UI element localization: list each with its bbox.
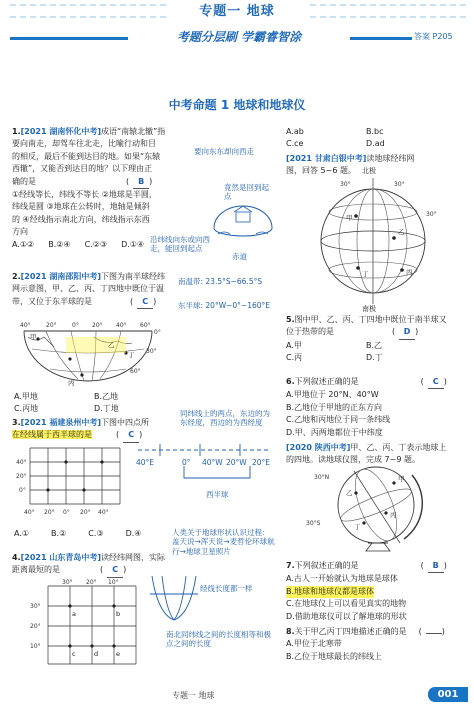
- question-5-text-0: 图中甲、乙、丙、丁四地中既位于南半球又: [294, 315, 447, 324]
- question-7-group: [286, 442, 466, 467]
- question-6-choice-c[interactable]: C.乙地和丙地位于同一条纬线: [286, 415, 391, 425]
- question-7-answer[interactable]: B: [428, 560, 444, 573]
- question-3-grid: [14, 442, 126, 522]
- question-4-choice-c[interactable]: C.ce: [286, 139, 304, 149]
- question-1-line-4: 确的是 ( B ): [12, 176, 238, 189]
- question-5-lon-w: 30°: [340, 181, 351, 188]
- footer-text: 专题一 地球: [172, 691, 215, 700]
- question-4-lon-2: 10°: [108, 579, 119, 586]
- question-4-lat-0: 30°: [30, 603, 41, 610]
- question-7-group-line-0: [286, 442, 466, 454]
- question-5-globe: [298, 176, 448, 306]
- header-top-band: [0, 0, 474, 24]
- question-3-note-2: 西半球: [206, 490, 229, 499]
- banner-left-line: [10, 37, 128, 40]
- question-1-line-1: 要向南走，却驾车往北走，比喻行动和目: [12, 139, 156, 149]
- question-2-choice-d[interactable]: D.丁地: [94, 404, 119, 414]
- question-5-point-ding: 丁: [362, 270, 369, 278]
- question-7: [286, 560, 466, 623]
- question-4-text-1: 距离最短的是: [12, 565, 60, 575]
- question-7-line-0: 7.下列叙述正确的是 ( B ): [286, 560, 466, 573]
- question-2-choice-c[interactable]: C.丙地: [14, 404, 39, 414]
- question-2-map: [16, 317, 168, 387]
- question-1: [12, 126, 238, 251]
- question-7-point-bing: 丙: [390, 511, 397, 519]
- question-5-text-1: 位于热带的是: [286, 327, 334, 337]
- question-4-line-0: [12, 552, 188, 564]
- question-3-text-0: 下图中四点所: [100, 418, 149, 427]
- question-5: [286, 314, 466, 365]
- question-2-lon-2: 0°: [72, 322, 79, 329]
- question-3-choice-b[interactable]: B.②: [51, 529, 67, 538]
- question-8-line-2: B.乙位于地球最长的纬线上: [286, 651, 383, 661]
- banner-right-line: [350, 37, 412, 40]
- question-2-lat-1: 30°: [146, 348, 157, 355]
- question-2-lon-3: 20°: [92, 322, 103, 329]
- question-3-lon-4: 40°: [98, 509, 109, 516]
- question-2-line-1: 网示意图，甲、乙、丙、丁四地中既位于温: [12, 284, 164, 294]
- question-5-group-line-1: 图，回答 5~6 题。: [286, 166, 356, 176]
- header-left-dashes: [10, 4, 166, 18]
- question-3-note-1: 同纬线上的两点，东边的为东经度，西边的为西经度: [180, 409, 270, 428]
- question-8-number: 8.: [286, 627, 295, 636]
- question-7-number: 7.: [286, 561, 295, 570]
- question-4-line-1: 距离最短的是 ( C ): [12, 564, 188, 577]
- question-5-point-yi: 乙: [398, 228, 405, 236]
- question-3-tag: [2021 福建泉州中考]: [20, 418, 101, 427]
- question-7-group-text-0: 甲、乙、丙、丁表示地球上: [350, 443, 447, 452]
- question-4-point-d: d: [94, 650, 99, 658]
- question-3-axis-label-3: 20°W: [226, 458, 247, 467]
- question-8-line-0: 8.关于甲乙丙丁四地描述正确的是 ( ): [286, 627, 445, 636]
- question-5-group-line-0: [286, 153, 466, 165]
- question-3-choice-d[interactable]: D.④: [125, 529, 142, 538]
- question-4-point-b: b: [116, 610, 121, 618]
- header-right-dashes: [310, 4, 466, 18]
- question-7-choice-d[interactable]: D.借助地球仪可以了解地球的形状: [286, 611, 407, 621]
- footer-page-number: 001: [428, 687, 468, 702]
- question-3-choices: [14, 528, 141, 540]
- question-2-lon-1: 20°: [46, 322, 57, 329]
- question-6-choice-d[interactable]: D.甲、丙两地都位于中纬度: [286, 427, 383, 437]
- question-2-choices: [14, 391, 174, 416]
- question-4-grid: [28, 578, 140, 668]
- question-1-choice-c[interactable]: C.②③: [84, 239, 108, 249]
- question-4-lat-2: 10°: [30, 643, 41, 650]
- question-5-choice-d[interactable]: D.丁: [366, 353, 383, 363]
- question-3-lon-1: 20°: [44, 509, 55, 516]
- question-1-option-1: 纬线是圆 ③地球在公转时，地轴是倾斜: [12, 202, 150, 212]
- question-2-note-2: 东半球: 20°W~0°~160°E: [178, 301, 271, 310]
- question-7-point-yi: 乙: [346, 489, 353, 497]
- question-7-globe: [304, 465, 454, 557]
- question-8-answer[interactable]: [426, 633, 442, 634]
- topic-title: 专题一 地球: [199, 4, 275, 19]
- question-5-lat30: 30°: [426, 211, 437, 218]
- question-1-choice-a[interactable]: A.①②: [12, 239, 35, 249]
- question-2-lon-5: 60°: [140, 322, 151, 329]
- question-1-tag: [2021 湖南怀化中考]: [20, 127, 101, 136]
- question-2-line-2: 带，又位于东半球的是 ( C ): [12, 296, 244, 309]
- question-2-point-jia: 甲: [30, 333, 37, 341]
- question-4-sketch: [146, 570, 202, 626]
- question-3-axis-label-1: 0°: [182, 458, 191, 467]
- question-5-choice-b[interactable]: B.乙: [366, 340, 383, 350]
- question-8-text: 关于甲乙丙丁四地描述正确的是: [294, 627, 407, 636]
- question-4-point-a: a: [72, 610, 76, 618]
- question-5-choice-a[interactable]: A.甲: [286, 340, 302, 350]
- question-7-point-ding: 丁: [354, 523, 361, 531]
- section-title: 中考命题 1 地球和地球仪: [168, 98, 306, 112]
- question-1-line-3: 西辙”，又能否到达目的地？以下理由正: [12, 164, 153, 174]
- question-7-choice-b[interactable]: B.地球和地球仪都是球体: [286, 586, 374, 598]
- question-1-choice-b[interactable]: B.②④: [48, 239, 71, 249]
- question-1-number: 1.: [12, 127, 21, 136]
- question-6: [286, 376, 466, 439]
- question-2-lat-2: 60°: [130, 368, 141, 375]
- question-6-choice-b[interactable]: B.乙地位于甲地的正东方向: [286, 402, 383, 412]
- question-1-note-2: 竟然是回到起点: [224, 183, 269, 202]
- question-5-group: [286, 153, 466, 178]
- question-3-number: 3.: [12, 418, 21, 427]
- question-3-lon-2: 0°: [63, 509, 70, 516]
- question-4-tag: [2021 山东青岛中考]: [20, 553, 101, 562]
- question-7-point-jia: 甲: [398, 475, 405, 483]
- question-5-globe-north-label: 北极: [362, 167, 376, 175]
- middle-note: 人类关于地球形状认识过程：盖天说→浑天说→麦哲伦环球航行→地球卫星照片: [172, 528, 275, 556]
- question-8: [286, 626, 466, 663]
- question-3-text-1: 在经线属于西半球的是: [12, 430, 92, 440]
- question-1-text-0: 成语“南辕北辙”指: [100, 127, 166, 136]
- question-3-axis-label-2: 40°W: [202, 458, 223, 467]
- question-4-point-e: e: [116, 650, 120, 658]
- question-4-lon-0: 30°: [62, 579, 73, 586]
- question-2-answer[interactable]: C: [137, 296, 153, 309]
- question-6-text: 下列叙述正确的是: [294, 377, 359, 386]
- question-6-choice-a[interactable]: A.甲地位于 20°N、40°W: [286, 390, 379, 400]
- question-1-note-4: 赤道: [232, 252, 247, 261]
- question-4-choice-b[interactable]: B.bc: [366, 127, 384, 136]
- question-1-globe-sketch: [210, 198, 276, 258]
- question-5-globe-south-label: 南极: [362, 305, 376, 313]
- question-3-axis-label-4: 20°E: [252, 458, 271, 467]
- question-1-note-1: 要向东东却向西走: [194, 147, 254, 156]
- question-8-line-1: A.甲位于北寒带: [286, 639, 342, 649]
- question-5-group-text-0: 读地球经纬网: [366, 154, 415, 163]
- question-1-text-4: 确的是: [12, 176, 36, 186]
- question-3-lon-3: 20°: [80, 509, 91, 516]
- question-2-tag: [2021 湖南邵阳中考]: [20, 272, 101, 281]
- question-3-lat-0: 40°: [16, 459, 27, 466]
- question-2-lon-0: 40°: [20, 322, 31, 329]
- question-3-answer[interactable]: C: [123, 429, 139, 442]
- question-4-answer[interactable]: C: [107, 564, 123, 577]
- question-2-number: 2.: [12, 272, 21, 281]
- question-7-choice-c[interactable]: C.在地球仪上可以看见真实的地物: [286, 599, 407, 609]
- question-1-answer[interactable]: B: [133, 176, 149, 189]
- question-4-text-0: 读经纬网图，实际: [100, 553, 165, 562]
- question-7-group-tag: [2020 陕西中考]: [286, 443, 351, 452]
- banner-title: 考题分层刷 学霸睿智涂: [176, 30, 302, 44]
- question-5-line-0: [286, 314, 466, 326]
- question-2-note-1: 南温带: 23.5°S~66.5°S: [178, 277, 263, 286]
- question-5-group-tag: [2021 甘肃白银中考]: [286, 154, 367, 163]
- question-7-choice-a[interactable]: A.古人一开始就认为地球是球体: [286, 574, 398, 584]
- question-1-option-0: ①经线等长，纬线不等长 ②地球是半圆，: [12, 189, 157, 199]
- question-7-lat-s: 30°S: [306, 520, 321, 527]
- question-5-point-bing: 丙: [406, 268, 413, 276]
- question-3-lon-0: 40°: [24, 509, 35, 516]
- question-4-lon-1: 20°: [86, 579, 97, 586]
- question-3-line-1: 在经线属于西半球的是 ( C ): [12, 429, 212, 442]
- question-2-point-bing: 丙: [68, 379, 75, 387]
- question-4-point-c: c: [72, 650, 76, 658]
- question-3-lat-2: 0°: [19, 487, 26, 494]
- question-5-answer[interactable]: D: [399, 326, 415, 339]
- question-5-choices: [286, 340, 466, 365]
- question-2-text-2: 带，又位于东半球的是: [12, 296, 92, 306]
- question-2-text-0: 下图为南半球经纬: [100, 272, 165, 281]
- question-5-number: 5.: [286, 315, 295, 324]
- question-2-lon-4: 40°: [116, 322, 127, 329]
- question-5-lon-e: 30°: [394, 181, 405, 188]
- question-1-option-3: 方向: [12, 227, 28, 237]
- question-4-choice-d[interactable]: D.ad: [366, 139, 385, 149]
- question-6-line-0: 6.下列叙述正确的是 ( C ): [286, 376, 466, 389]
- answer-ref[interactable]: 答案 P205: [414, 32, 453, 41]
- question-3-lat-1: 20°: [16, 473, 27, 480]
- question-5-choice-c[interactable]: C.丙: [286, 353, 303, 363]
- question-2-choice-a[interactable]: A.甲地: [14, 392, 38, 401]
- question-5-point-jia: 甲: [346, 214, 353, 222]
- question-4-choice-a[interactable]: A.ab: [286, 127, 304, 136]
- question-1-line-2: 的相反，最后不能到达目的地。如果“东辕: [12, 151, 161, 161]
- question-3-axis-label-0: 40°E: [136, 458, 155, 467]
- question-4-note-1: 经线长度都一样: [200, 584, 253, 593]
- question-1-note-3: 沿纬线向东或向西走，能回到起点: [150, 235, 210, 254]
- question-6-number: 6.: [286, 377, 295, 386]
- question-3-choice-a[interactable]: A.①: [14, 529, 30, 538]
- question-4-number: 4.: [12, 553, 21, 562]
- question-7-lat-n: 30°N: [314, 474, 330, 481]
- question-1-choice-d[interactable]: D.①④: [121, 239, 145, 249]
- question-2-choice-b[interactable]: B.乙地: [94, 392, 119, 401]
- question-3-choice-c[interactable]: C.③: [88, 529, 104, 538]
- question-2-point-ding: 丁: [128, 351, 135, 359]
- banner: [0, 28, 474, 48]
- question-7-text: 下列叙述正确的是: [294, 561, 359, 570]
- question-7-group-line-1: 的四地。读地球仪图，完成 7~9 题。: [286, 455, 420, 465]
- question-2-lat-0: 0°: [154, 329, 161, 336]
- question-1-option-2: 的 ④经线指示南北方向，纬线指示东西: [12, 214, 150, 224]
- question-6-answer[interactable]: C: [428, 376, 444, 389]
- question-5-line-1: 位于热带的是 ( D ): [286, 326, 466, 339]
- question-2-point-yi: 乙: [108, 341, 115, 349]
- question-4-choices: [286, 126, 456, 151]
- question-4-note-2: 南北同纬线之间的长度相等和极点之间的长度: [166, 630, 271, 649]
- question-4-lat-1: 20°: [30, 623, 41, 630]
- question-1-line-0: [12, 126, 238, 138]
